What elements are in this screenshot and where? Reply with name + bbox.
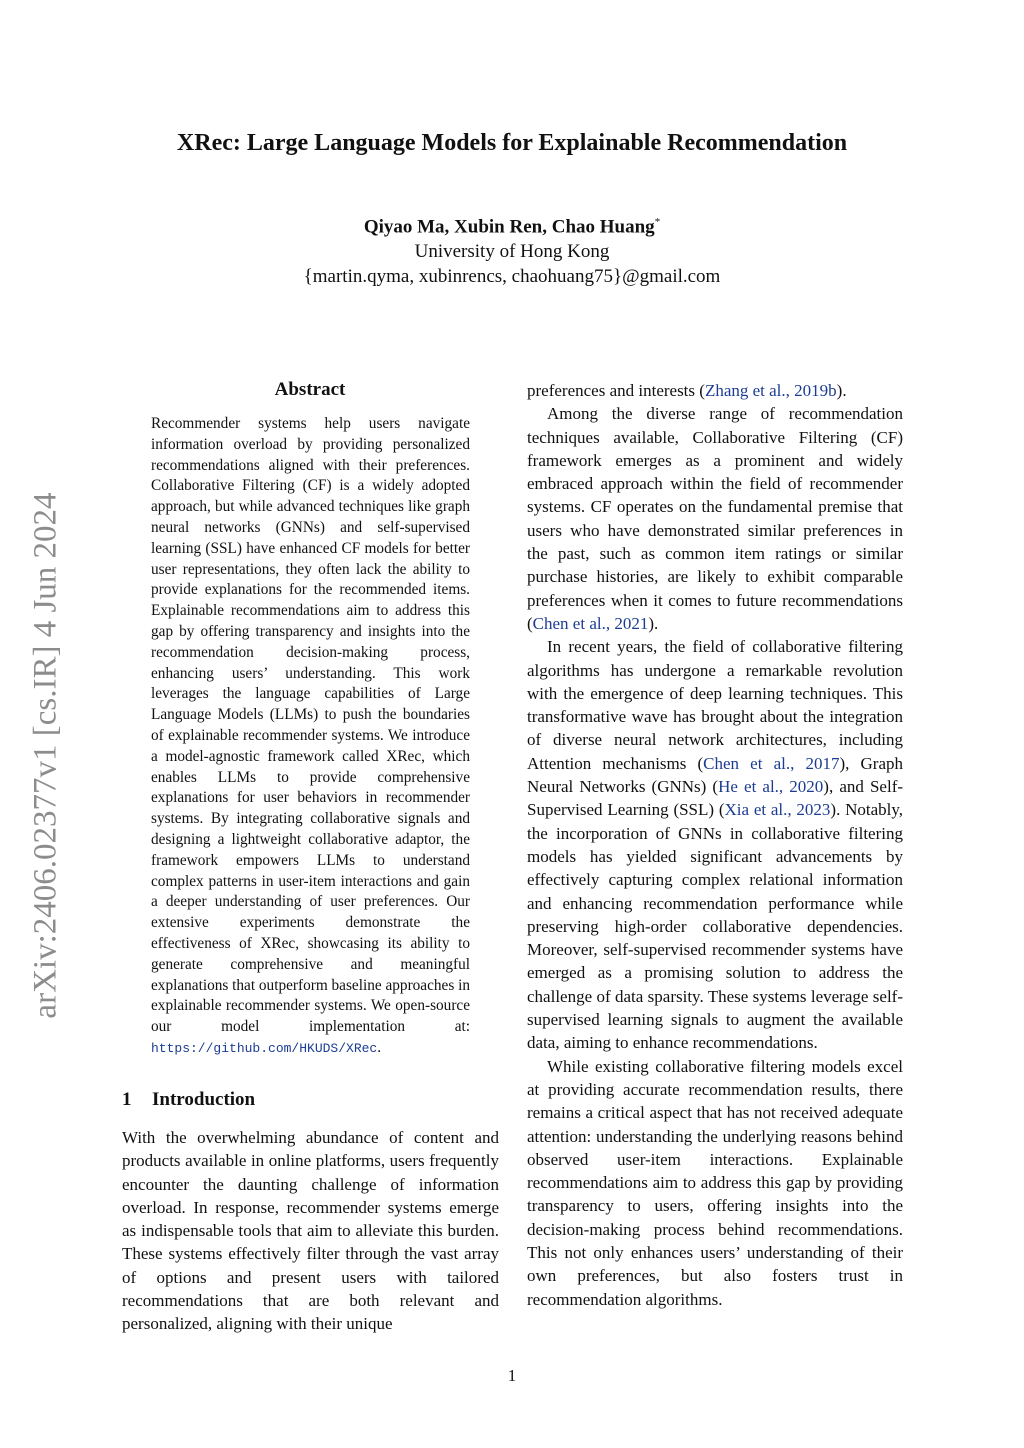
author-names: Qiyao Ma, Xubin Ren, Chao Huang (363, 216, 655, 238)
arxiv-identifier (26, 470, 66, 1040)
repo-link[interactable]: https://github.com/HKUDS/XRec (151, 1040, 378, 1056)
right-column (527, 379, 903, 1311)
author-block (0, 210, 1024, 289)
intro-paragraph-left: With the overwhelming abundance of content and products available in online platforms, users frequently encounter the daunting challenge of information overload. In response, recommender systems emerge as indispensable tools that aim to alleviate this burden. These systems effectively filter through the vast array of options and present users with tailored recommendations that are both relevant and personalized, aligning with their unique (122, 1128, 499, 1334)
citation-link[interactable]: Chen et al., 2021 (532, 613, 649, 633)
section-heading (122, 1089, 255, 1111)
citation-link[interactable]: Zhang et al., 2019b (704, 381, 837, 400)
abstract-end: . (377, 1038, 382, 1056)
paragraph-deep-learning: In recent years, the field of collaborative filtering algorithms has undergone a remarkable revolution with the emergence of deep learning techniques. This transformative wave has brought about the integration of diverse neural network architectures, including Attention mechanisms (Chen et al., 2017), Graph Neural Networks (GNNs) (He et al., 2020), and Self-Supervised Learning (SSL) (Xia et al., 2023). Notably, the incorporation of GNNs in collaborative filtering models has yielded significant advancements by effectively capturing complex relational information and enhancing recommendation performance while preserving high-order collaborative dependencies. Moreover, self-supervised recommender systems have emerged as a promising solution to address the challenge of data sparsity. These systems leverage self-supervised learning signals to augment the available data, aiming to enhance recommendations. (527, 637, 904, 1053)
author-emails: {martin.qyma, xubinrencs, chaohuang75}@gmail.com (303, 266, 721, 288)
arxiv-identifier-text: arXiv:2406.02377v1 [cs.IR] 4 Jun 2024 (27, 491, 64, 1019)
citation-link[interactable]: Chen et al., 2017 (703, 753, 840, 773)
page-number: 1 (507, 1366, 517, 1385)
citation-link[interactable]: Xia et al., 2023 (724, 800, 831, 820)
citation-link[interactable]: He et al., 2020 (718, 777, 824, 797)
section-number: 1 (122, 1089, 132, 1110)
affiliation: University of Hong Kong (414, 241, 610, 263)
paragraph-continued: preferences and interests (Zhang et al., 2019b). (527, 381, 847, 400)
abstract-body (151, 414, 470, 1060)
abstract-text: Recommender systems help users navigate information overload by providing personalized recommendations aligned with their preferences. Collaborative Filtering (CF) is a widely adopted approach, but while advanced techniques like graph neural networks (GNNs) and self-supervised learning (SSL) have enhanced CF models for better user representations, they often lack the ability to provide explanations for the recommended items. Explainable recommendations aim to address this gap by offering transparency and insights into the recommendation decision-making process, enhancing users’ understanding. This work leverages the language capabilities of Large Language Models (LLMs) to push the boundaries of explainable recommender systems. We introduce a model-agnostic framework called XRec, which enables LLMs to provide comprehensive explanations for user behaviors in recommender systems. By integrating collaborative signals and designing a lightweight collaborative adaptor, the framework empowers LLMs to understand complex patterns in user-item interactions and gain a deeper understanding of user preferences. Our extensive experiments demonstrate the effectiveness of XRec, showcasing its ability to generate comprehensive and meaningful explanations that outperform baseline approaches in explainable recommender systems. We open-source our model implementation at: (151, 415, 471, 1036)
paper-title: XRec: Large Language Models for Explainable Recommendation (176, 130, 848, 156)
section-title: Introduction (152, 1089, 256, 1110)
abstract-heading: Abstract (274, 379, 346, 400)
corresponding-author-mark: * (654, 216, 661, 228)
paragraph-explainability: While existing collaborative filtering models excel at providing accurate recommendation results, there remains a critical aspect that has not received adequate attention: understanding the underlying reasons behind observed user-item interactions. Explainable recommendations aim to address this gap by providing transparency to users, offering insights into the decision-making process behind recommendations. This not only enhances users’ understanding of their own preferences, but also fosters trust in recommendation algorithms. (527, 1056, 903, 1309)
paragraph-cf: Among the diverse range of recommendation techniques available, Collaborative Filtering (CF) framework emerges as a prominent and widely embraced approach within the field of recommender systems. CF operates on the fundamental premise that users who have demonstrated similar preferences in the past, such as common item ratings or similar purchase histories, are likely to exhibit comparable preferences when it comes to future recommendations (Chen et al., 2021). (527, 404, 903, 633)
